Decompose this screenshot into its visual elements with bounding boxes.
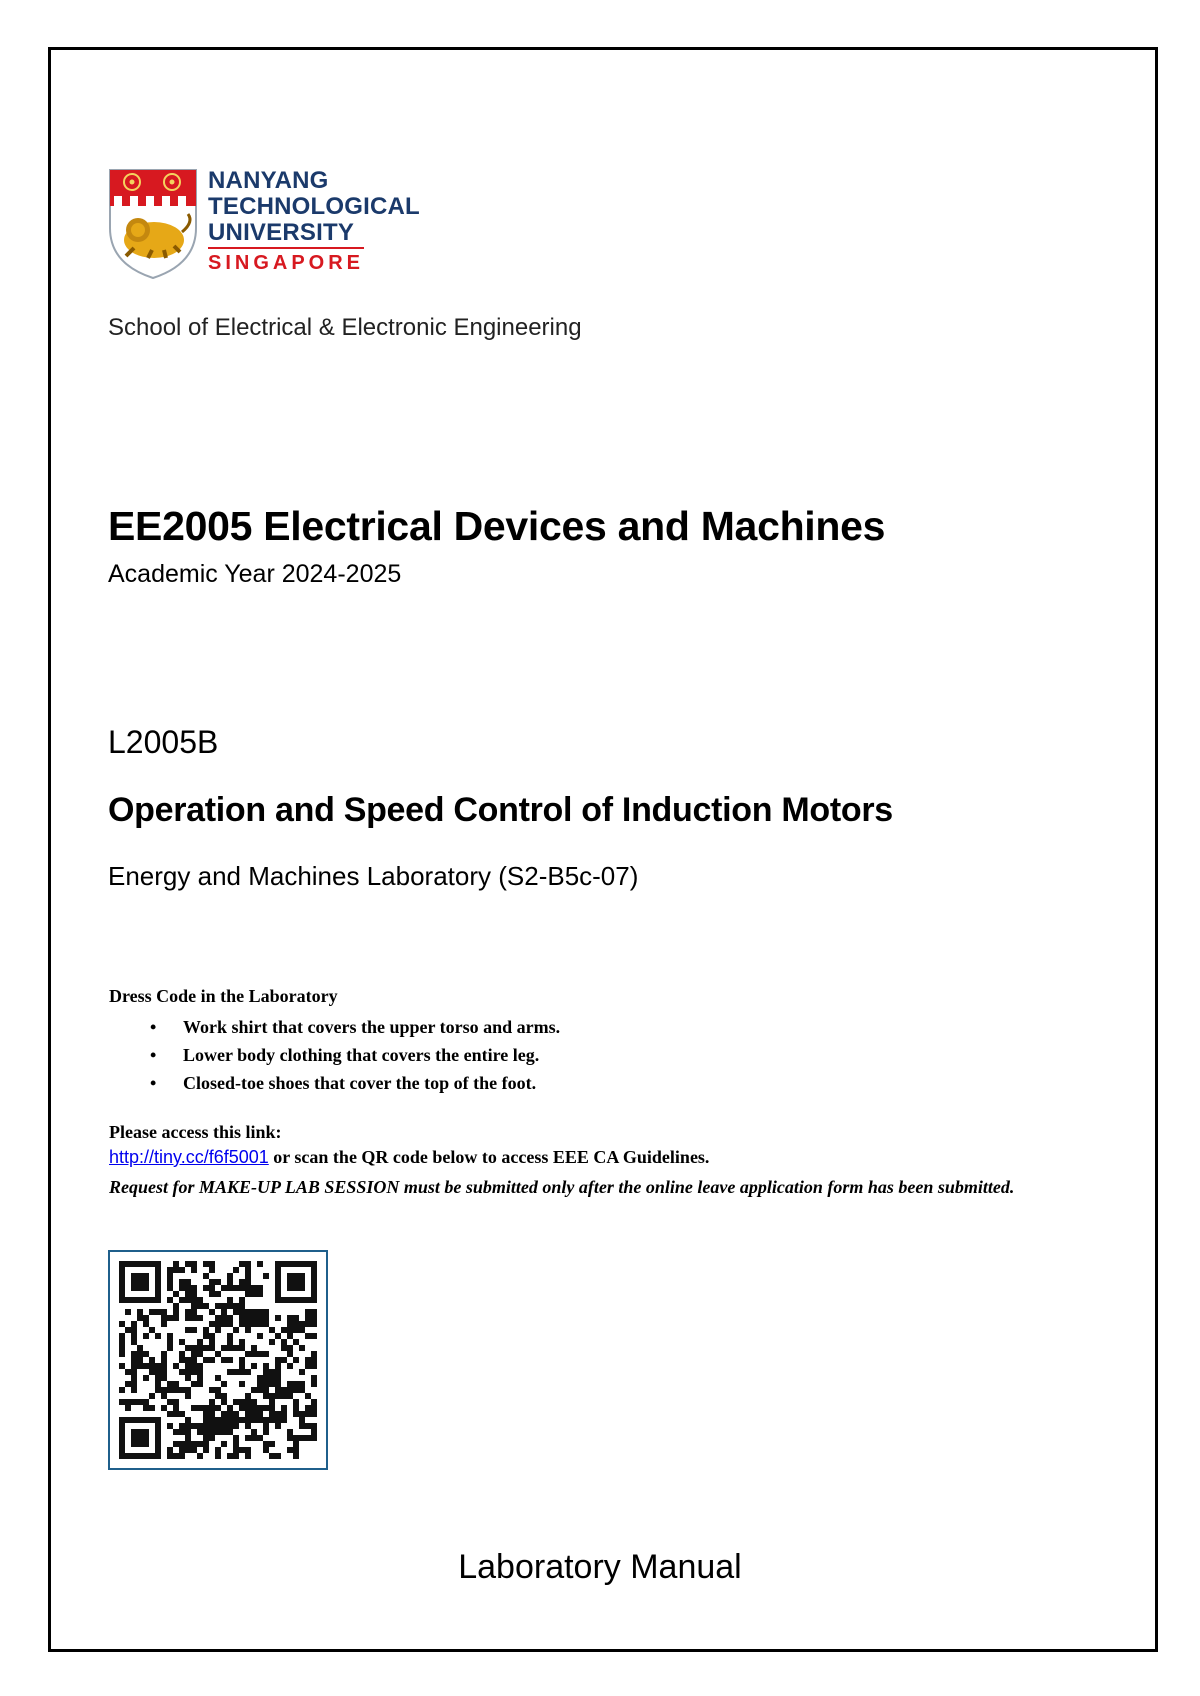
bullet-icon: • <box>150 1017 157 1037</box>
access-line <box>109 1147 709 1168</box>
makeup-note: Request for MAKE-UP LAB SESSION must be submitted only after the online leave application form has been submitted. <box>109 1177 1015 1197</box>
bullet-icon: • <box>150 1045 157 1065</box>
academic-year: Academic Year 2024-2025 <box>108 560 402 588</box>
dress-code-item: Lower body clothing that covers the entire leg. <box>183 1045 540 1065</box>
list-item <box>140 1013 560 1041</box>
dress-code-item: Work shirt that covers the upper torso and arms. <box>183 1017 561 1037</box>
logo-line-2: TECHNOLOGICAL <box>208 193 420 220</box>
list-item <box>140 1041 560 1069</box>
lab-location: Energy and Machines Laboratory (S2-B5c-07) <box>108 861 639 891</box>
access-heading: Please access this link: <box>109 1122 282 1142</box>
logo-singapore: SINGAPORE <box>208 252 365 274</box>
logo-divider <box>208 247 364 249</box>
bullet-icon: • <box>150 1073 157 1093</box>
logo-wordmark <box>208 168 420 246</box>
university-logo <box>108 168 428 280</box>
dress-code-heading: Dress Code in the Laboratory <box>109 986 338 1006</box>
footer-title: Laboratory Manual <box>458 1548 742 1586</box>
access-link-suffix: or scan the QR code below to access EEE CA Guidelines. <box>268 1147 710 1167</box>
crest-icon <box>108 168 200 280</box>
qr-code-icon <box>110 1252 326 1468</box>
logo-line-1: NANYANG <box>208 167 329 194</box>
course-title: EE2005 Electrical Devices and Machines <box>108 503 886 549</box>
guidelines-link[interactable]: http://tiny.cc/f6f5001 <box>109 1147 269 1167</box>
dress-code-item: Closed-toe shoes that cover the top of the foot. <box>183 1073 537 1093</box>
lab-code: L2005B <box>108 724 219 760</box>
qr-code[interactable] <box>108 1250 328 1470</box>
list-item <box>140 1069 560 1097</box>
lab-title: Operation and Speed Control of Induction Motors <box>108 791 893 829</box>
dress-code-list <box>140 1013 560 1097</box>
logo-line-3: UNIVERSITY <box>208 219 355 246</box>
school-name: School of Electrical & Electronic Engineering <box>108 314 582 341</box>
